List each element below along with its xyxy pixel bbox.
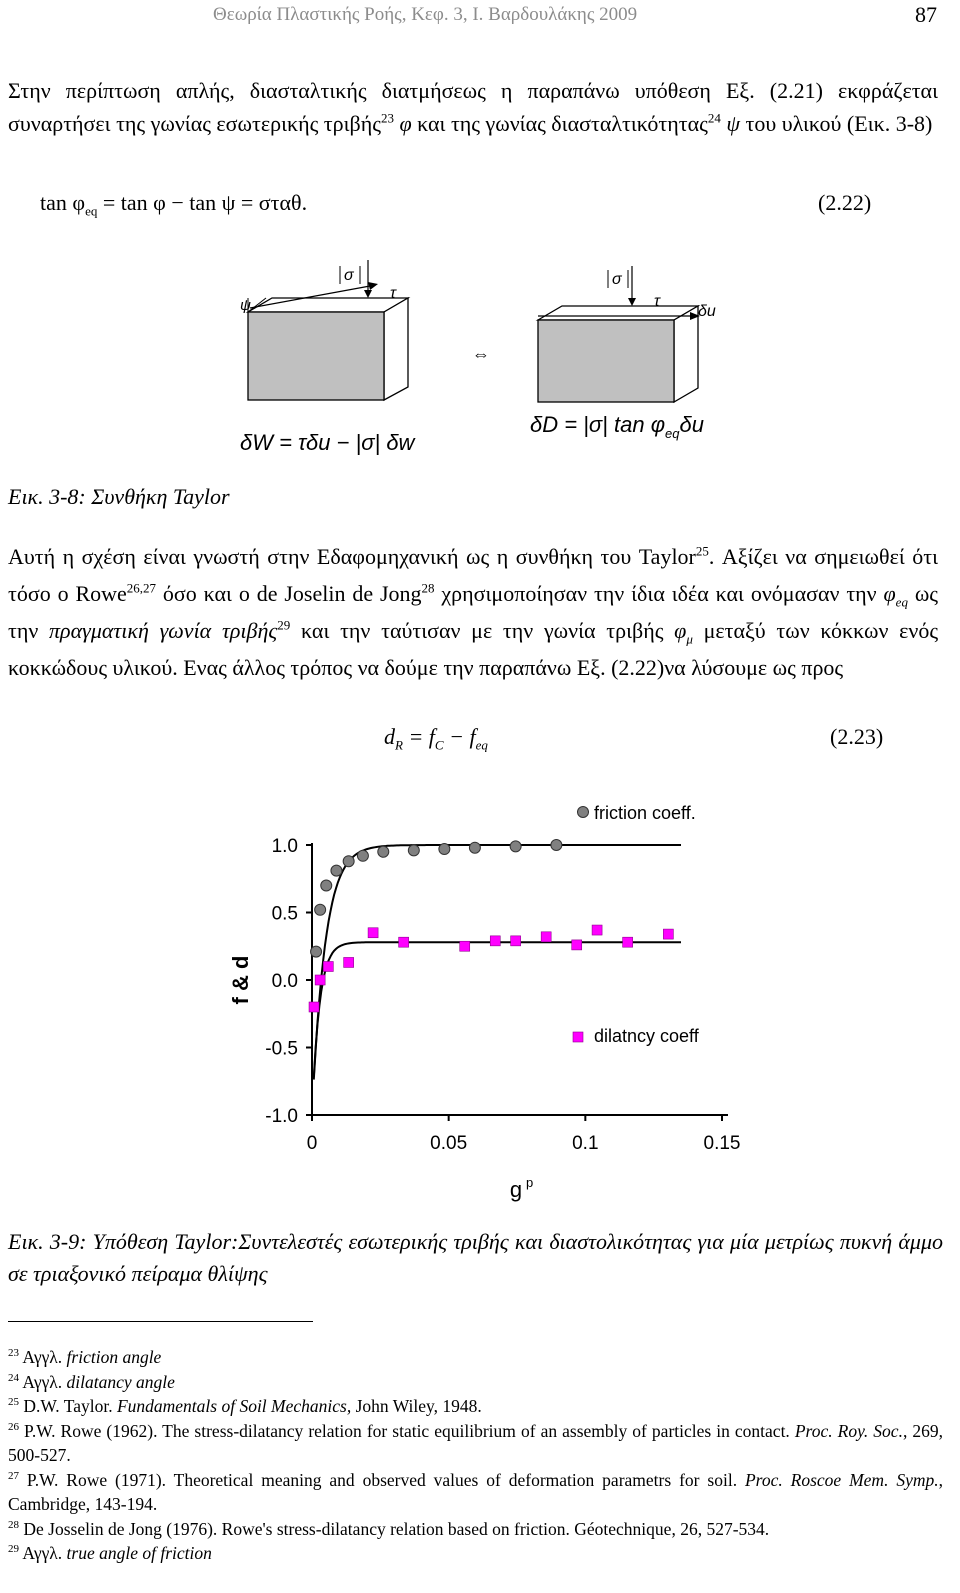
fit-curve-dilatancy [314, 942, 681, 1077]
dilatancy-data-point [663, 929, 673, 939]
figure-friction-dilatancy-chart [220, 795, 740, 1220]
dilatancy-data-point [490, 936, 500, 946]
dilatancy-data-point [460, 941, 470, 951]
paragraph-taylor: Αυτή η σχέση είναι γνωστή στην Εδαφομηχανική ως η συνθήκη του Taylor$^{25}$. Αξίζει να σημειωθεί ότι τόσο ο Rowe$^{26,27}$ όσο και ο de Joselin de Jong$^{28}$ χρησιμοποίησαν την ίδια ιδέα και ονόμασαν την $\varphi_{eq}$ ως την πραγματική γωνία τριβής$^{29}$ και την ταύτισαν με την γωνία τριβής $\varphi_\mu$ μεταξύ των κόκκων ενός κοκκώδους υλικού. Ενας άλλος τρόπος να δούμε την παραπάνω Εξ. (2.22)να λύσουμε ως προς [8, 543, 939, 680]
right-sigma-label: σ [612, 271, 622, 288]
dilatancy-data-point [399, 937, 409, 947]
dilatancy-data-point [309, 1002, 319, 1012]
footnote-number: 23 [8, 1347, 19, 1360]
right-shear-block [538, 306, 698, 402]
footnote-ref-23[interactable]: 23 [380, 110, 394, 126]
dilatancy-data-point [592, 925, 602, 935]
footnote-number: 25 [8, 1396, 19, 1409]
y-tick-label: 0.5 [271, 903, 298, 925]
footnote-number: 27 [8, 1469, 19, 1482]
figure-taylor-condition [220, 250, 740, 465]
footnote-number: 24 [8, 1371, 19, 1384]
footnote-ref-28[interactable]: 28 [421, 580, 435, 596]
paragraph-intro [8, 74, 938, 140]
friction-data-point [510, 841, 521, 852]
left-tau-label: τ [390, 285, 396, 302]
y-tick-label: -1.0 [265, 1106, 298, 1127]
footnote-ref-25[interactable]: 25 [695, 543, 709, 559]
y-axis-label: f & d [228, 955, 253, 1005]
du-label: δu [698, 303, 716, 320]
footnote-ref-29[interactable]: 29 [277, 617, 291, 633]
dilatancy-data-point [323, 962, 333, 972]
figure-3-9-caption: Εικ. 3-9: Υπόθεση Taylor:Συντελεστές εσωτερικής τριβής και διαστολικότητας για μία μετρίως πυκνή άμμο σε τριαξονικό πείραμα θλίψης [8, 1229, 943, 1286]
dilatancy-data-point [572, 940, 582, 950]
phi-symbol: φ [399, 111, 412, 136]
running-title: Θεωρία Πλαστικής Ροής, Κεφ. 3, Ι. Βαρδουλάκης 2009 [213, 4, 638, 25]
friction-data-point [378, 846, 389, 857]
x-tick-label: 0 [306, 1133, 318, 1154]
left-work-formula: δW = τδu − |σ| δw [240, 430, 415, 455]
equation-number-2-23: (2.23) [830, 724, 884, 749]
y-tick-label: 0.0 [271, 971, 298, 992]
psi-symbol: ψ [726, 111, 740, 136]
legend-label-friction: friction coeff. [594, 803, 696, 823]
friction-data-point [331, 865, 342, 876]
friction-data-point [551, 840, 562, 851]
friction-data-point [439, 844, 450, 855]
equation-2-22: $\tan \varphi_{eq} = \tan \varphi - \tan \psi = \sigma\tau\alpha\theta$. [40, 190, 308, 219]
right-dissipation-formula: δD = |σ| $\tan \varphi_{eq}\delta u$ [530, 412, 704, 441]
footnote-ref-26-27[interactable]: 26,27 [126, 580, 157, 596]
right-tau-label: τ [654, 293, 660, 310]
true-friction-angle-term: πραγματική γωνία τριβής [49, 618, 278, 643]
left-sigma-label: σ [344, 267, 354, 284]
footnote-separator [8, 1321, 313, 1322]
footnote-23: $^{23}$ Αγγλ. friction angle [8, 1347, 162, 1367]
friction-data-point [469, 842, 480, 853]
para1-text-a: Στην περίπτωση απλής, διασταλτικής διατμήσεως η παραπάνω υπόθεση Εξ. (2.21) εκφράζεται συναρτήσει της γωνίας εσωτερικής τριβής [8, 78, 938, 136]
footnote-28: $^{28}$ De Josselin de Jong (1976). Rowe's stress-dilatancy relation based on friction. Géotechnique, 26, 527-534. [8, 1518, 770, 1539]
friction-data-point [315, 904, 326, 915]
psi-angle-label: ψ [240, 297, 251, 314]
phi-eq-symbol: $\varphi_{eq}$ [883, 581, 908, 610]
x-axis-label: g [509, 1177, 523, 1202]
footnotes [8, 1345, 943, 1566]
footnote-24: $^{24}$ Αγγλ. dilatancy angle [8, 1371, 175, 1392]
page-number: 87 [915, 2, 937, 27]
x-tick-label: 0.15 [703, 1133, 740, 1154]
para1-text-b: και της γωνίας διασταλτικότητας [417, 111, 708, 136]
friction-data-point [321, 880, 332, 891]
x-tick-label: 0.05 [430, 1133, 468, 1154]
footnote-number: 26 [8, 1420, 19, 1433]
left-shear-block [248, 298, 408, 400]
friction-data-point [408, 845, 419, 856]
dilatancy-data-point [541, 932, 551, 942]
footnote-ref-24[interactable]: 24 [707, 110, 721, 126]
dilatancy-data-point [623, 937, 633, 947]
equation-2-23: $d_R = f_C - f_{eq}$ [384, 724, 488, 753]
equation-number-2-22: (2.22) [818, 190, 872, 215]
friction-data-point [343, 856, 354, 867]
dilatancy-data-point [344, 957, 354, 967]
para1-text-c: του υλικού (Εικ. 3-8) [745, 111, 933, 136]
friction-data-point [311, 946, 322, 957]
figure-3-8-caption: Εικ. 3-8: Συνθήκη Taylor [8, 484, 230, 509]
x-tick-label: 0.1 [572, 1133, 599, 1154]
footnote-29: $^{29}$ Αγγλ. true angle of friction [8, 1543, 212, 1563]
dilatancy-data-point [315, 975, 325, 985]
y-tick-label: -0.5 [265, 1038, 298, 1060]
phi-mu-symbol: $\varphi_\mu$ [674, 618, 693, 647]
y-tick-label: 1.0 [271, 836, 298, 857]
dilatancy-data-point [368, 928, 378, 938]
friction-data-point [357, 850, 368, 861]
footnote-number: 29 [8, 1543, 19, 1556]
footnote-25: $^{25}$ D.W. Taylor. Fundamentals of Soil Mechanics, John Wiley, 1948. [8, 1396, 482, 1416]
x-axis-label-superscript: p [526, 1175, 534, 1190]
legend-marker-dilatancy [573, 1032, 583, 1042]
dilatancy-data-point [511, 936, 521, 946]
equivalence-symbol: ⇔ [472, 344, 490, 364]
legend-label-dilatancy: dilatncy coeff [594, 1026, 699, 1046]
footnote-26: $^{26}$ P.W. Rowe (1962). The stress-dilatancy relation for static equilibrium of an assembly of particles in contact. Proc. Roy. Soc., 269, 500-527. [8, 1420, 943, 1465]
footnote-27: $^{27}$ P.W. Rowe (1971). Theoretical meaning and observed values of deformation parametrs for soil. Proc. Roscoe Mem. Symp., Cambridge, 143-194. [8, 1469, 944, 1514]
legend-marker-friction [578, 807, 589, 818]
footnote-number: 28 [8, 1518, 19, 1531]
